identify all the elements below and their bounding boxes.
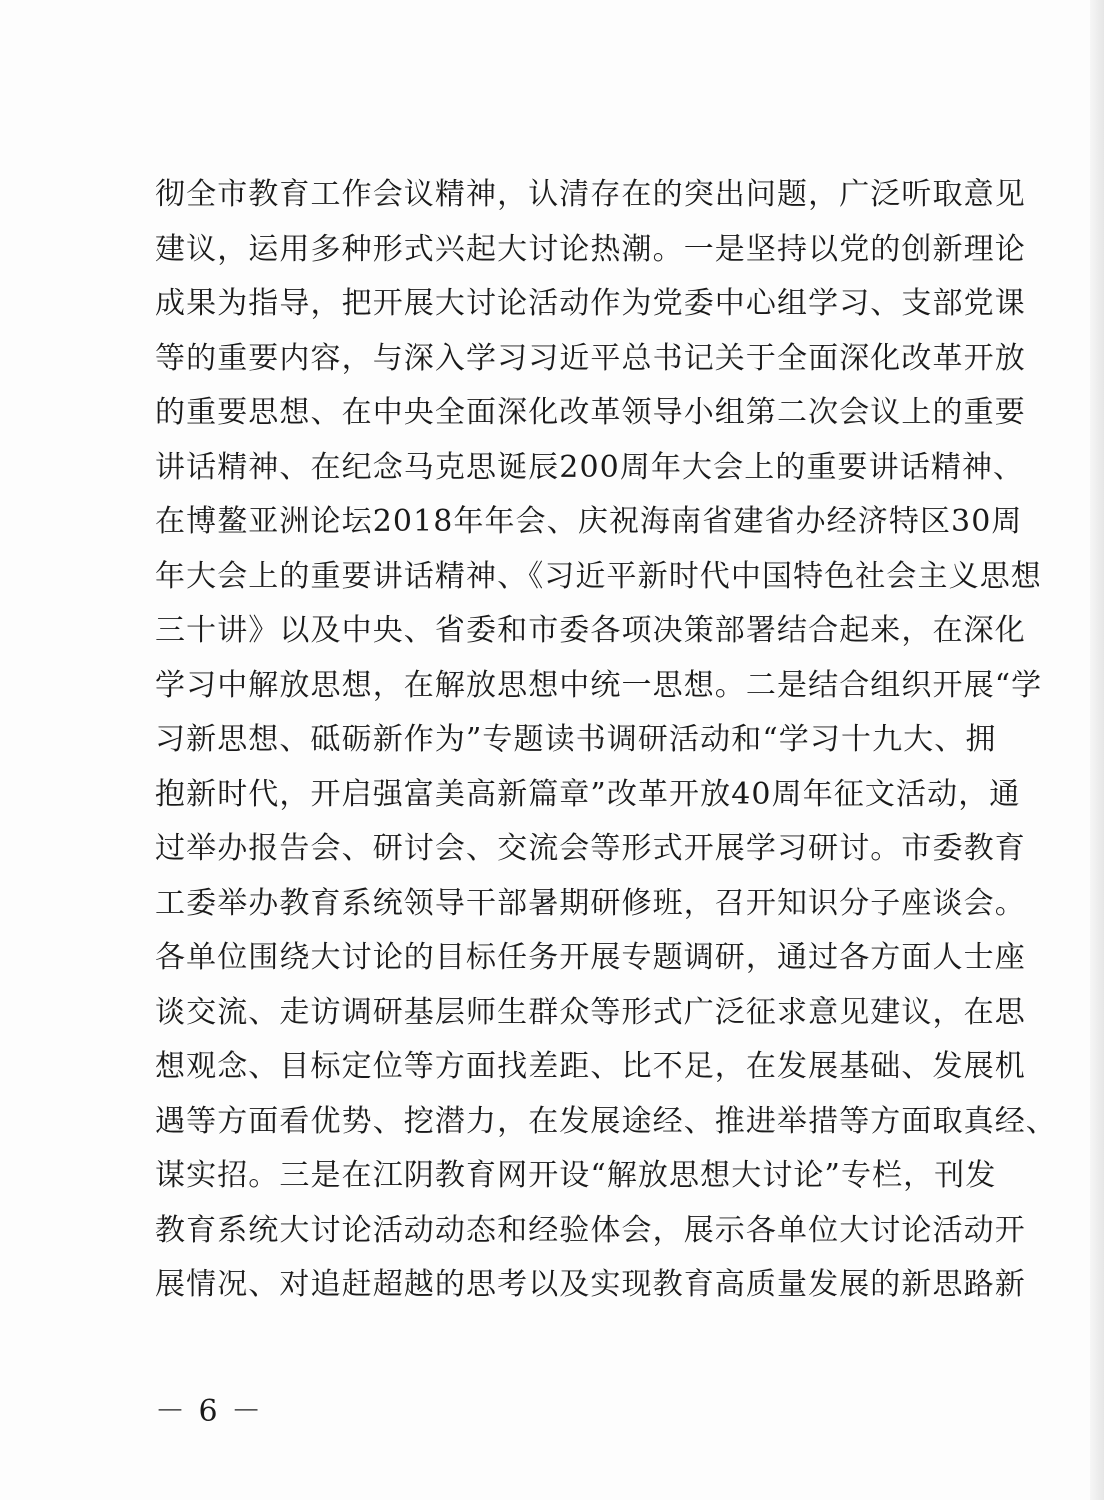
text-line: 展情况、对追赶超越的思考以及实现教育高质量发展的新思路新 xyxy=(155,1267,1026,1302)
text-line: 抱新时代，开启强富美高新篇章”改革开放40周年征文活动，通 xyxy=(155,776,1021,812)
text-line: 习新思想、砥砺新作为”专题读书调研活动和“学习十九大、拥 xyxy=(155,722,997,757)
text-line: 彻全市教育工作会议精神，认清存在的突出问题，广泛听取意见 xyxy=(155,177,1026,212)
text-line: 三十讲》以及中央、省委和市委各项决策部署结合起来，在深化 xyxy=(155,613,1026,648)
page-edge-shadow xyxy=(1090,0,1104,1500)
text-line: 遇等方面看优势、挖潜力，在发展途经、推进举措等方面取真经、 xyxy=(155,1103,1057,1139)
text-line: 各单位围绕大讨论的目标任务开展专题调研，通过各方面人士座 xyxy=(155,940,1026,975)
text-line: 年大会上的重要讲话精神、《习近平新时代中国特色社会主义思想 xyxy=(155,558,1042,594)
text-line: 想观念、目标定位等方面找差距、比不足，在发展基础、发展机 xyxy=(155,1049,1026,1084)
text-line: 谈交流、走访调研基层师生群众等形式广泛征求意见建议，在思 xyxy=(155,994,1026,1030)
text-line: 学习中解放思想，在解放思想中统一思想。二是结合组织开展“学 xyxy=(155,667,1043,703)
text-line: 的重要思想、在中央全面深化改革领导小组第二次会议上的重要 xyxy=(155,395,1026,430)
text-line: 讲话精神、在纪念马克思诞辰200周年大会上的重要讲话精神、 xyxy=(155,449,1025,485)
text-line: 等的重要内容，与深入学习习近平总书记关于全面深化改革开放 xyxy=(155,340,1026,376)
text-line: 过举办报告会、研讨会、交流会等形式开展学习研讨。市委教育 xyxy=(155,831,1026,866)
text-line: 工委举办教育系统领导干部暑期研修班，召开知识分子座谈会。 xyxy=(155,885,1026,921)
text-line: 建议，运用多种形式兴起大讨论热潮。一是坚持以党的创新理论 xyxy=(155,231,1026,267)
page-number: － 6 － xyxy=(155,1394,264,1429)
body-text xyxy=(155,168,1057,1313)
text-line: 成果为指导，把开展大讨论活动作为党委中心组学习、支部党课 xyxy=(155,286,1026,321)
text-line: 在博鳌亚洲论坛2018年年会、庆祝海南省建省办经济特区30周 xyxy=(155,504,1023,539)
text-line: 谋实招。三是在江阴教育网开设“解放思想大讨论”专栏，刊发 xyxy=(155,1158,997,1193)
text-line: 教育系统大讨论活动动态和经验体会，展示各单位大讨论活动开 xyxy=(155,1212,1026,1248)
